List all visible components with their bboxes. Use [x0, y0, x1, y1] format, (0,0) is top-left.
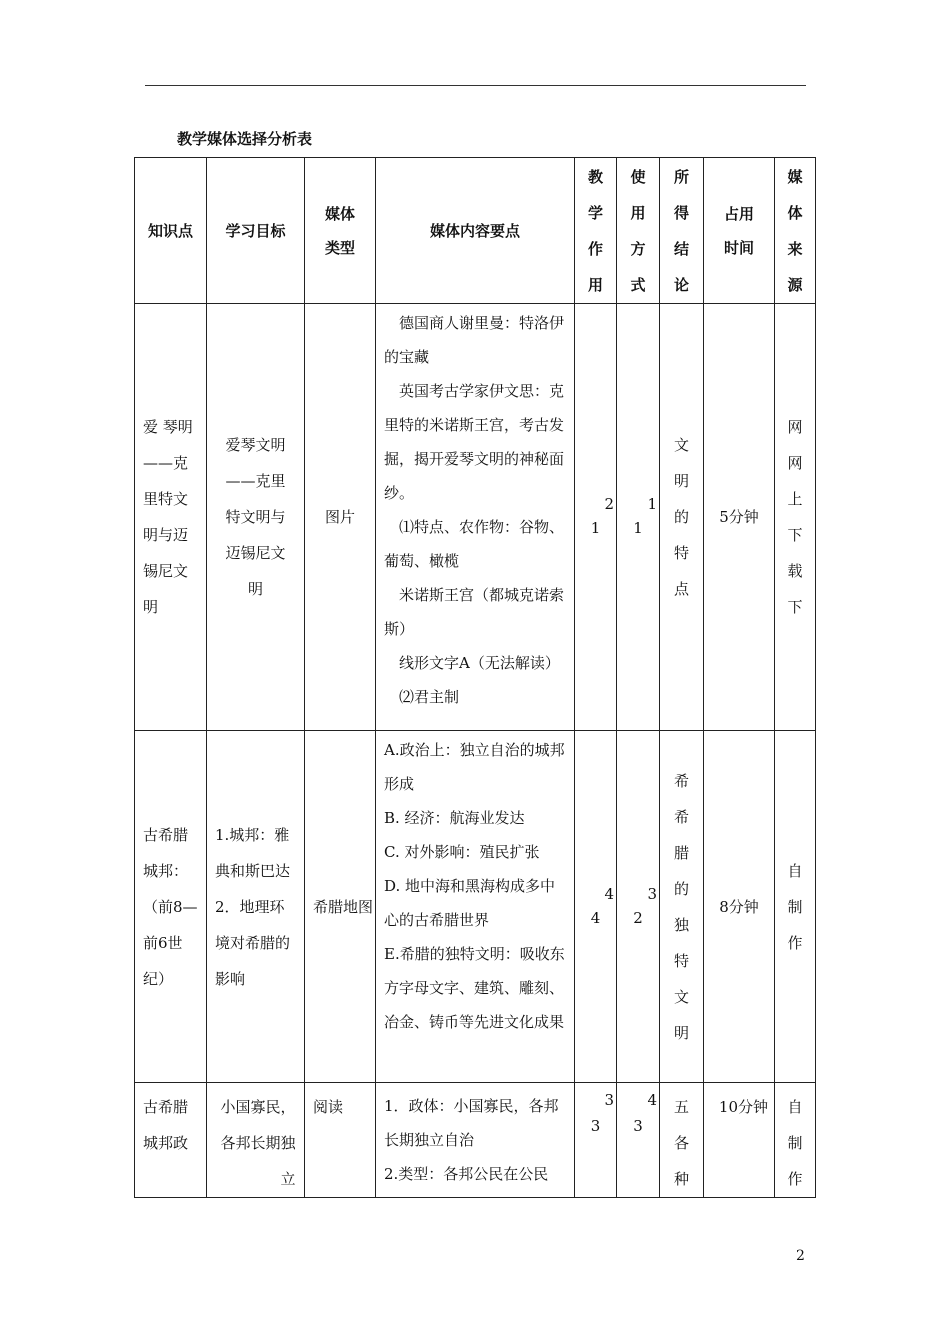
row2-teaching-role-a: 4: [604, 884, 614, 903]
row2-media-type-text: 希腊地图: [313, 897, 374, 916]
row1-source-text: 网网上下载下: [787, 418, 803, 616]
table-row: [135, 304, 816, 731]
header-source: [775, 158, 816, 304]
row3-goal-text: 小国寡民，各邦长期独立: [220, 1098, 296, 1188]
row3-time-text: 10分钟: [718, 1098, 768, 1116]
row1-teaching-role-b: 1: [590, 519, 601, 537]
row2-media-type: [305, 731, 376, 1083]
row3-time: [704, 1083, 775, 1198]
row1-usage-a: 1: [647, 495, 657, 513]
row1-content-line: ⑵君主制: [399, 688, 460, 706]
row1-teaching-role: [575, 304, 617, 731]
row2-conclusion: [660, 731, 704, 1083]
header-conclusion: [660, 158, 704, 304]
table-title: 教学媒体选择分析表: [177, 130, 313, 148]
header-rule: [145, 85, 806, 86]
row1-media-type: 图片: [305, 304, 376, 731]
row2-content-line: A.政治上：独立自治的城邦形成: [384, 741, 565, 793]
row3-teaching-role: [575, 1083, 617, 1198]
row2-knowledge-text: 古希腊城邦：（前8—前6世纪）: [143, 825, 198, 988]
row3-conclusion-text: 五各种: [673, 1098, 689, 1188]
header-time: [704, 158, 775, 304]
table-row: [135, 731, 816, 1083]
row2-time: 8分钟: [704, 731, 775, 1083]
media-analysis-table: [134, 157, 816, 1198]
row3-teaching-role-b: 3: [590, 1117, 601, 1135]
row1-knowledge-text: 爱 琴明——克里特文明与迈锡尼文明: [143, 418, 193, 616]
row3-goal: [207, 1083, 305, 1198]
row3-knowledge: [135, 1083, 207, 1198]
row2-usage-a: 3: [647, 884, 657, 903]
row3-usage: [617, 1083, 660, 1198]
header-time-text: 占用时间: [723, 204, 754, 257]
header-row: [135, 158, 816, 304]
row1-knowledge: [135, 304, 207, 731]
row1-usage-b: 1: [633, 519, 643, 537]
row3-content-line: 1．政体：小国寡民，各邦长期独立自治: [384, 1097, 559, 1149]
row1-content-line: 英国考古学家伊文思：克里特的米诺斯王宫，考古发掘，揭开爱琴文明的神秘面纱。: [384, 382, 565, 502]
row1-usage: [617, 304, 660, 731]
row2-source: [775, 731, 816, 1083]
header-media-type: [305, 158, 376, 304]
row2-teaching-role-b: 4: [590, 908, 601, 927]
row1-conclusion: [660, 304, 704, 731]
header-knowledge: 知识点: [135, 158, 207, 304]
header-teaching-role-text: 教学作用: [587, 167, 603, 294]
row3-source: [775, 1083, 816, 1198]
row2-usage: [617, 731, 660, 1083]
row2-source-text: 自制作: [787, 861, 803, 952]
row2-content-line: B. 经济：航海业发达: [384, 809, 525, 827]
row3-usage-a: 4: [647, 1091, 657, 1109]
header-goal: 学习目标: [207, 158, 305, 304]
row1-content-line: 德国商人谢里曼：特洛伊的宝藏: [384, 314, 565, 366]
row3-source-text: 自制作: [787, 1098, 803, 1188]
row3-teaching-role-a: 3: [604, 1091, 614, 1109]
row1-source: [775, 304, 816, 731]
row2-content-line: D. 地中海和黑海构成多中心的古希腊世界: [384, 877, 556, 929]
header-content: 媒体内容要点: [376, 158, 575, 304]
header-usage-text: 使用方式: [630, 167, 646, 294]
row2-conclusion-text: 希希腊的独特文明: [673, 771, 689, 1042]
row1-content-line: ⑴特点、农作物：谷物、葡萄、橄榄: [384, 518, 565, 570]
row1-goal-text: 爱琴文明——克里特文明与迈锡尼文明: [225, 436, 286, 598]
row1-content-line: 米诺斯王宫（都城克诺索斯）: [384, 586, 565, 638]
row3-knowledge-text: 古希腊城邦政: [143, 1098, 189, 1152]
header-teaching-role: [575, 158, 617, 304]
row2-content-line: E.希腊的独特文明：吸收东方字母文字、建筑、雕刻、冶金、铸币等先进文化成果: [384, 945, 565, 1031]
row1-content-line: 线形文字A（无法解读）: [399, 654, 560, 672]
header-media-type-text: 媒体类型: [324, 204, 355, 257]
row3-media-type: 阅读: [305, 1083, 376, 1198]
table-row: [135, 1083, 816, 1198]
row3-conclusion: [660, 1083, 704, 1198]
row2-usage-b: 2: [633, 908, 643, 927]
header-conclusion-text: 所得结论: [673, 167, 689, 294]
row1-content: [376, 304, 575, 731]
header-source-text: 媒体来源: [787, 167, 803, 294]
row3-content-line: 2.类型：各邦公民在公民: [384, 1165, 549, 1183]
row3-usage-b: 3: [633, 1117, 643, 1135]
page-number: 2: [796, 1248, 805, 1264]
row2-content-line: C. 对外影响：殖民扩张: [384, 843, 540, 861]
row2-goal-text: 1.城邦：雅典和斯巴达 2．地理环境对希腊的影响: [215, 825, 291, 988]
row1-conclusion-text: 文明的特点: [673, 436, 689, 598]
row2-goal: [207, 731, 305, 1083]
row2-content: [376, 731, 575, 1083]
row1-teaching-role-a: 2: [604, 495, 614, 513]
header-usage: [617, 158, 660, 304]
row2-teaching-role: [575, 731, 617, 1083]
row1-time: 5分钟: [704, 304, 775, 731]
row1-goal: [207, 304, 305, 731]
row2-knowledge: [135, 731, 207, 1083]
row3-content: [376, 1083, 575, 1198]
